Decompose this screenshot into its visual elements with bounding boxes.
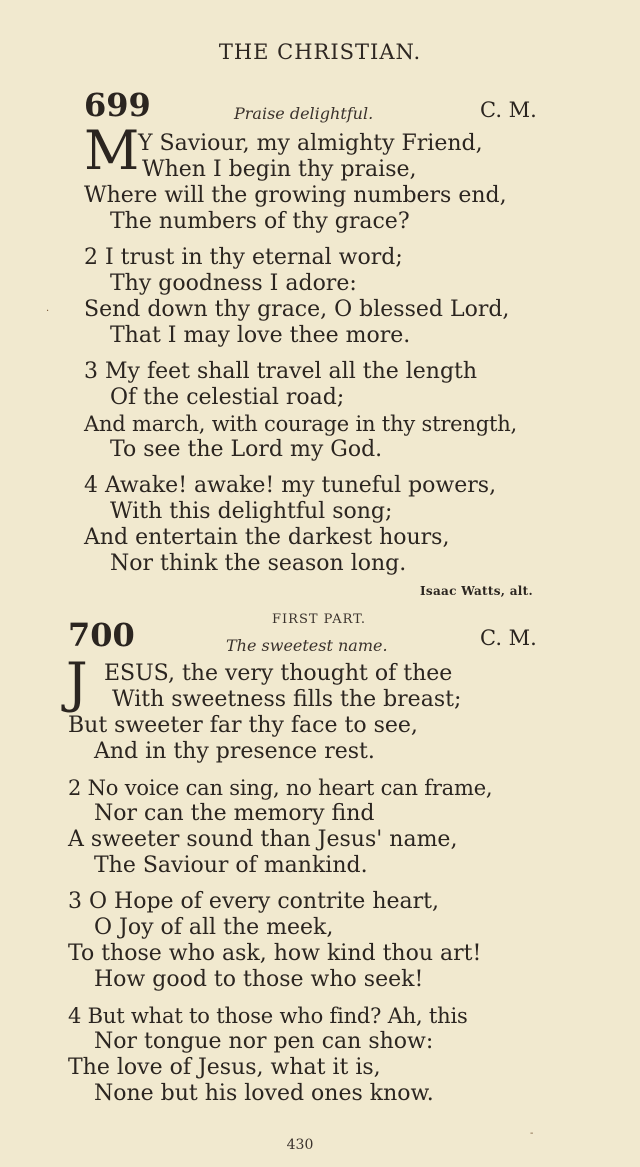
hymn-699-meter: C. M. — [480, 98, 537, 122]
hymn-700-line-9: 3 O Hope of every contrite heart, — [68, 889, 439, 914]
hymn-699-line-10: Of the celestial road; — [110, 385, 345, 410]
hymn-700-line-12: How good to those who seek! — [94, 967, 424, 992]
hymn-699-number: 699 — [84, 86, 151, 124]
hymn-700-line-16: None but his loved ones know. — [94, 1081, 434, 1106]
hymn-700-line-13: 4 But what to those who find? Ah, this — [68, 1004, 468, 1028]
hymn-699-line-12: To see the Lord my God. — [110, 437, 383, 462]
hymn-699-subtitle: Praise delightful. — [234, 104, 374, 123]
hymn-700-line-5: 2 No voice can sing, no heart can frame, — [68, 776, 493, 800]
hymn-700-line-15: The love of Jesus, what it is, — [68, 1055, 381, 1080]
hymn-700-line-11: To those who ask, how kind thou art! — [68, 941, 482, 966]
hymn-699-line-7: Send down thy grace, O blessed Lord, — [84, 297, 510, 322]
hymn-700-line-8: The Saviour of mankind. — [94, 853, 368, 878]
hymn-700-subtitle: The sweetest name. — [226, 636, 388, 655]
hymn-699-line-6: Thy goodness I adore: — [110, 271, 357, 296]
hymn-700-line-3: But sweeter far thy face to see, — [68, 713, 418, 738]
paper-speck: - — [530, 1128, 534, 1139]
hymn-699-line-16: Nor think the season long. — [110, 551, 407, 576]
hymn-700-line-6: Nor can the memory find — [94, 801, 375, 826]
hymn-699-line-4: The numbers of thy grace? — [110, 209, 410, 234]
hymn-700-line-1: ESUS, the very thought of thee — [104, 661, 453, 686]
hymn-699-line-14: With this delightful song; — [110, 499, 393, 524]
hymn-699-dropcap: M — [84, 119, 140, 182]
page-header: THE CHRISTIAN. — [218, 40, 422, 64]
hymn-700-number: 700 — [68, 616, 135, 654]
hymn-700-meter: C. M. — [480, 626, 537, 650]
hymn-699-line-9: 3 My feet shall travel all the length — [84, 359, 478, 384]
hymn-700-line-14: Nor tongue nor pen can show: — [94, 1029, 434, 1054]
hymn-700-part: FIRST PART. — [272, 612, 367, 627]
hymn-699-line-2: When I begin thy praise, — [142, 157, 417, 182]
hymn-699-line-15: And entertain the darkest hours, — [84, 525, 450, 550]
paper-speck: · — [46, 306, 50, 317]
hymn-699-line-13: 4 Awake! awake! my tuneful powers, — [84, 473, 497, 498]
hymn-700-dropcap: J — [66, 651, 88, 714]
hymn-699-line-3: Where will the growing numbers end, — [84, 183, 507, 208]
hymn-699-line-8: That I may love thee more. — [110, 323, 411, 348]
hymn-700-line-2: With sweetness fills the breast; — [112, 687, 462, 712]
page-number: 430 — [286, 1137, 314, 1153]
hymn-700-line-7: A sweeter sound than Jesus' name, — [68, 827, 458, 852]
hymn-700-line-10: O Joy of all the meek, — [94, 915, 334, 940]
hymn-699-line-11: And march, with courage in thy strength, — [84, 412, 517, 436]
hymn-699-line-5: 2 I trust in thy eternal word; — [84, 245, 403, 270]
hymn-700-line-4: And in thy presence rest. — [94, 739, 375, 764]
hymn-699-line-1: Y Saviour, my almighty Friend, — [138, 131, 483, 156]
hymn-699-author: Isaac Watts, alt. — [420, 584, 533, 598]
